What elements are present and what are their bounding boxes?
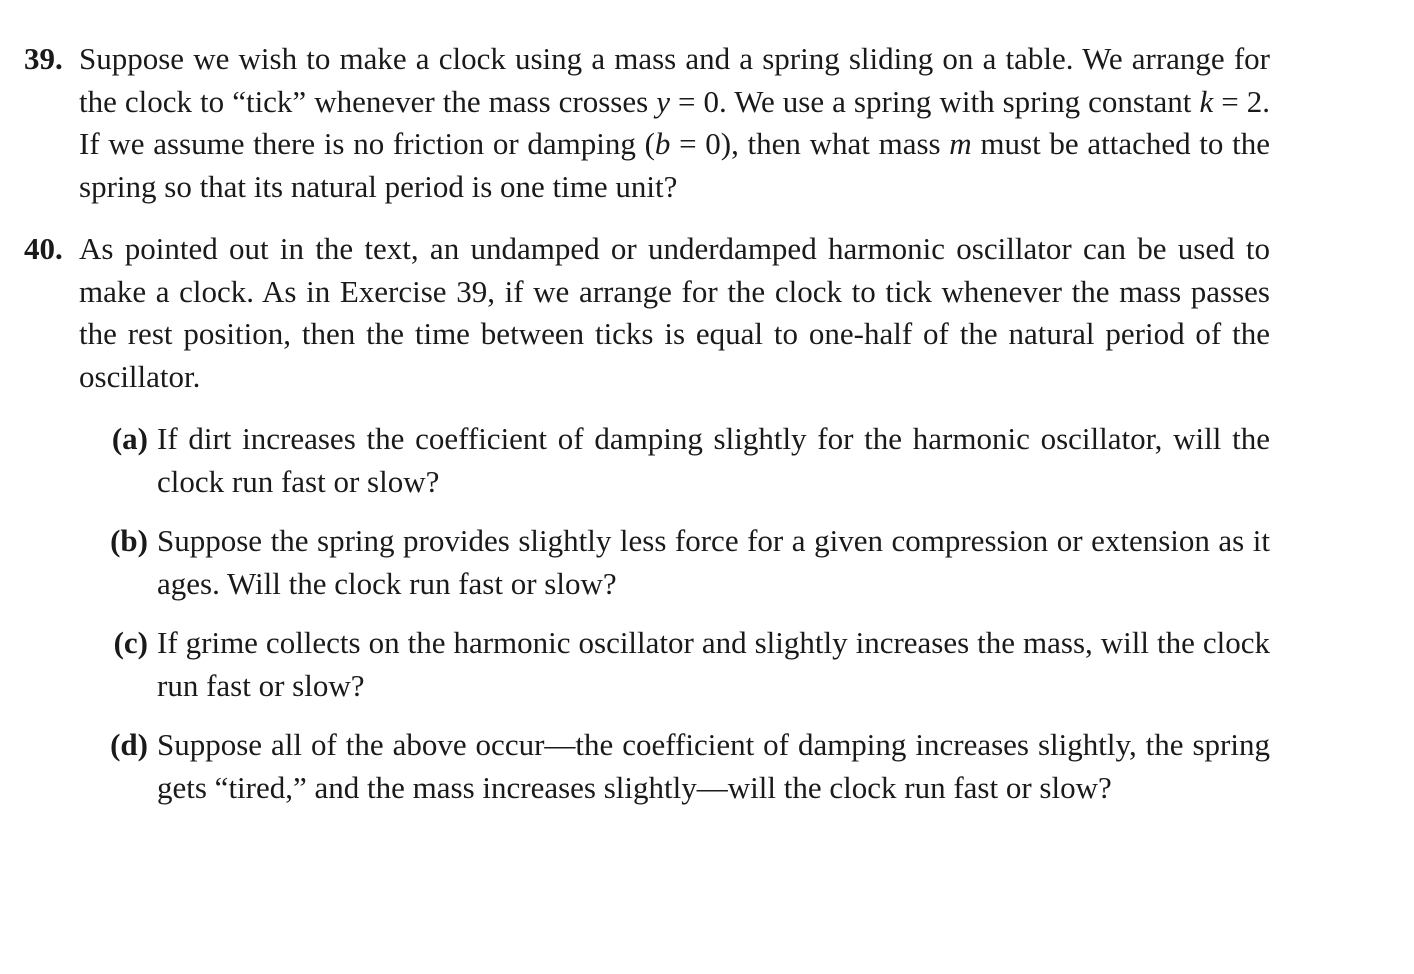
exercise-page (24, 38, 1270, 826)
exercise-40 (24, 228, 1270, 398)
part-text: If grime collects on the harmonic oscillator and slightly increases the mass, will the clock run fast or slow? (157, 625, 1270, 703)
variable-m: m (949, 126, 972, 161)
part-c (24, 622, 1270, 707)
part-label: (d) (110, 727, 148, 762)
part-text: Suppose all of the above occur—the coefficient of damping increases slightly, the spring gets “tired,” and the mass increases slightly—will the clock run fast or slow? (157, 727, 1270, 805)
part-text: Suppose the spring provides slightly less force for a given compression or extension as it ages. Will the clock run fast or slow? (157, 523, 1270, 601)
exercise-number: 39. (24, 41, 63, 76)
exercise-number: 40. (24, 231, 63, 266)
part-d (24, 724, 1270, 809)
exercise-39 (24, 38, 1270, 208)
exercise-text: Suppose we wish to make a clock using a mass and a spring sliding on a table. We arrange for the clock to “tick” whenever the mass crosses y = 0. We use a spring with spring constant k = 2. If we assume there is no friction or damping (b = 0), then what mass m must be attached to the spring so that its natural period is one time unit? (79, 41, 1271, 204)
variable-k: k (1199, 83, 1214, 119)
part-label: (b) (110, 523, 148, 558)
part-label: (c) (113, 625, 148, 660)
exercise-text: As pointed out in the text, an undamped or underdamped harmonic oscillator can be used to make a clock. As in Exercise 39, if we arrange for the clock to tick whenever the mass passes the rest position, then the time between ticks is equal to one-half of the natural period of the oscillator. (79, 231, 1270, 394)
variable-b: b (654, 126, 671, 161)
part-b (24, 520, 1270, 605)
part-text: If dirt increases the coefficient of damping slightly for the harmonic oscillator, will the clock run fast or slow? (157, 421, 1270, 499)
part-a (24, 418, 1270, 503)
part-label: (a) (111, 421, 148, 456)
exercise-40-parts (24, 418, 1270, 809)
variable-y: y (656, 83, 670, 119)
